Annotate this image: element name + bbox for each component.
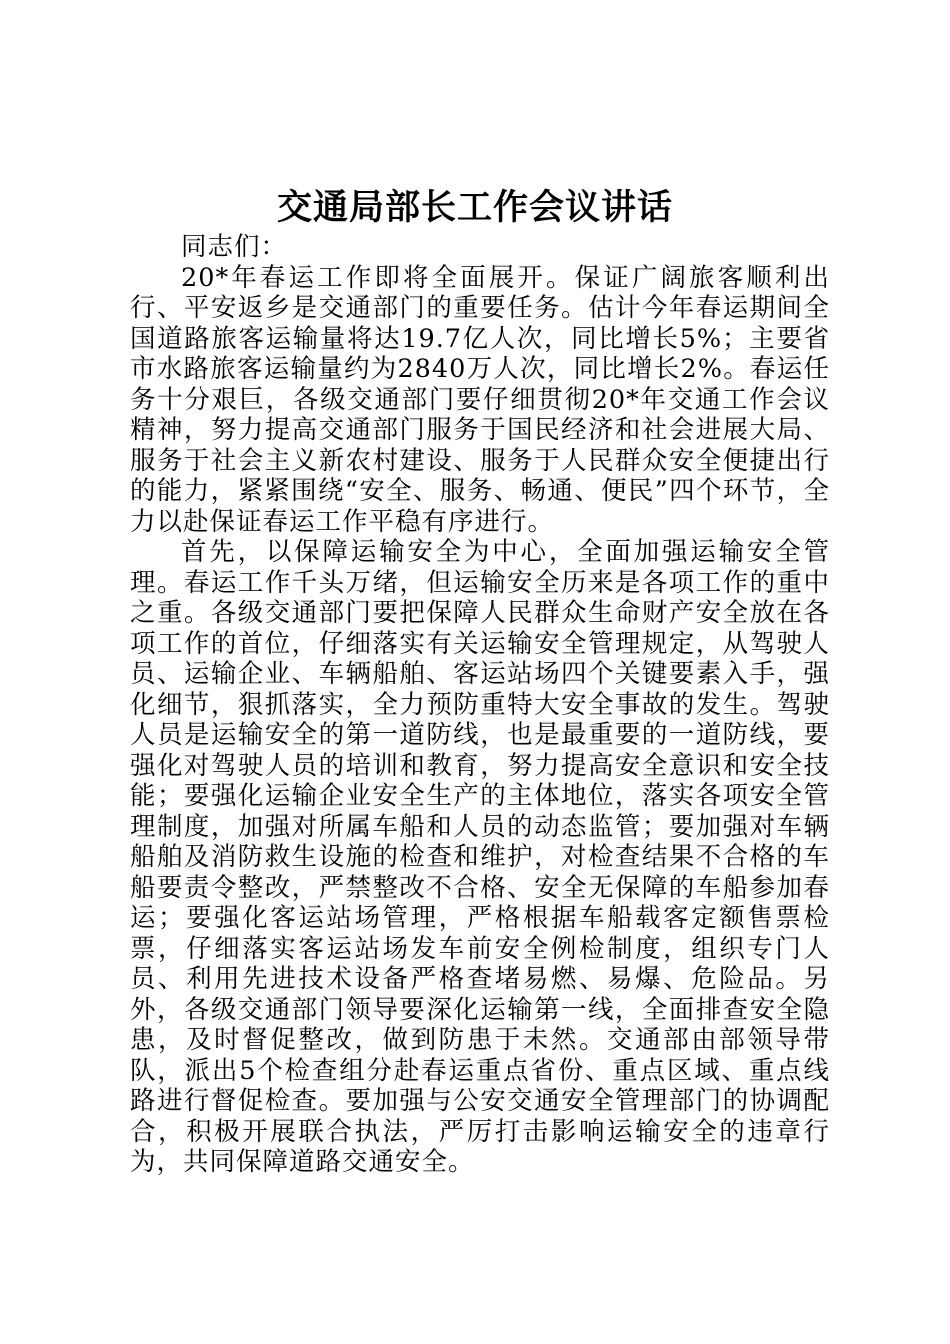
salutation: 同志们： bbox=[181, 232, 288, 262]
paragraph-2: 首先，以保障运输安全为中心，全面加强运输安全管理。春运工作千头万绪，但运输安全历来是各项工作的重中之重。各级交通部门要把保障人民群众生命财产安全放在各项工作的首位，仔细落实有关运输安全管理规定，从驾驶人员、运输企业、车辆船舶、客运站场四个关键要素入手，强化细节，狠抓落实，全力预防重特大安全事故的发生。驾驶人员是运输安全的第一道防线，也是最重要的一道防线，要强化对驾驶人员的培训和教育，努力提高安全意识和安全技能；要强化运输企业安全生产的主体地位，落实各项安全管理制度，加强对所属车船和人员的动态监管；要加强对车辆船舶及消防救生设施的检查和维护，对检查结果不合格的车船要责令整改，严禁整改不合格、安全无保障的车船参加春运；要强化客运站场管理，严格根据车船载客定额售票检票，仔细落实客运站场发车前安全例检制度，组织专门人员、利用先进技术设备严格查堵易燃、易爆、危险品。另外，各级交通部门领导要深化运输第一线，全面排查安全隐患，及时督促整改，做到防患于未然。交通部由部领导带队，派出5个检查组分赴春运重点省份、重点区域、重点线路进行督促检查。要加强与公安交通安全管理部门的协调配合，积极开展联合执法，严厉打击影响运输安全的违章行为，共同保障道路交通安全。 bbox=[130, 537, 830, 1177]
document-title: 交通局部长工作会议讲话 bbox=[276, 187, 673, 228]
paragraph-1: 20*年春运工作即将全面展开。保证广阔旅客顺利出行、平安返乡是交通部门的重要任务。估计今年春运期间全国道路旅客运输量将达19.7亿人次，同比增长5%；主要省市水路旅客运输量约为2840万人次，同比增长2%。春运任务十分艰巨，各级交通部门要仔细贯彻20*年交通工作会议精神，努力提高交通部门服务于国民经济和社会进展大局、服务于社会主义新农村建设、服务于人民群众安全便捷出行的能力，紧紧围绕“安全、服务、畅通、便民”四个环节，全力以赴保证春运工作平稳有序进行。 bbox=[130, 262, 830, 537]
document-body bbox=[130, 232, 830, 1178]
